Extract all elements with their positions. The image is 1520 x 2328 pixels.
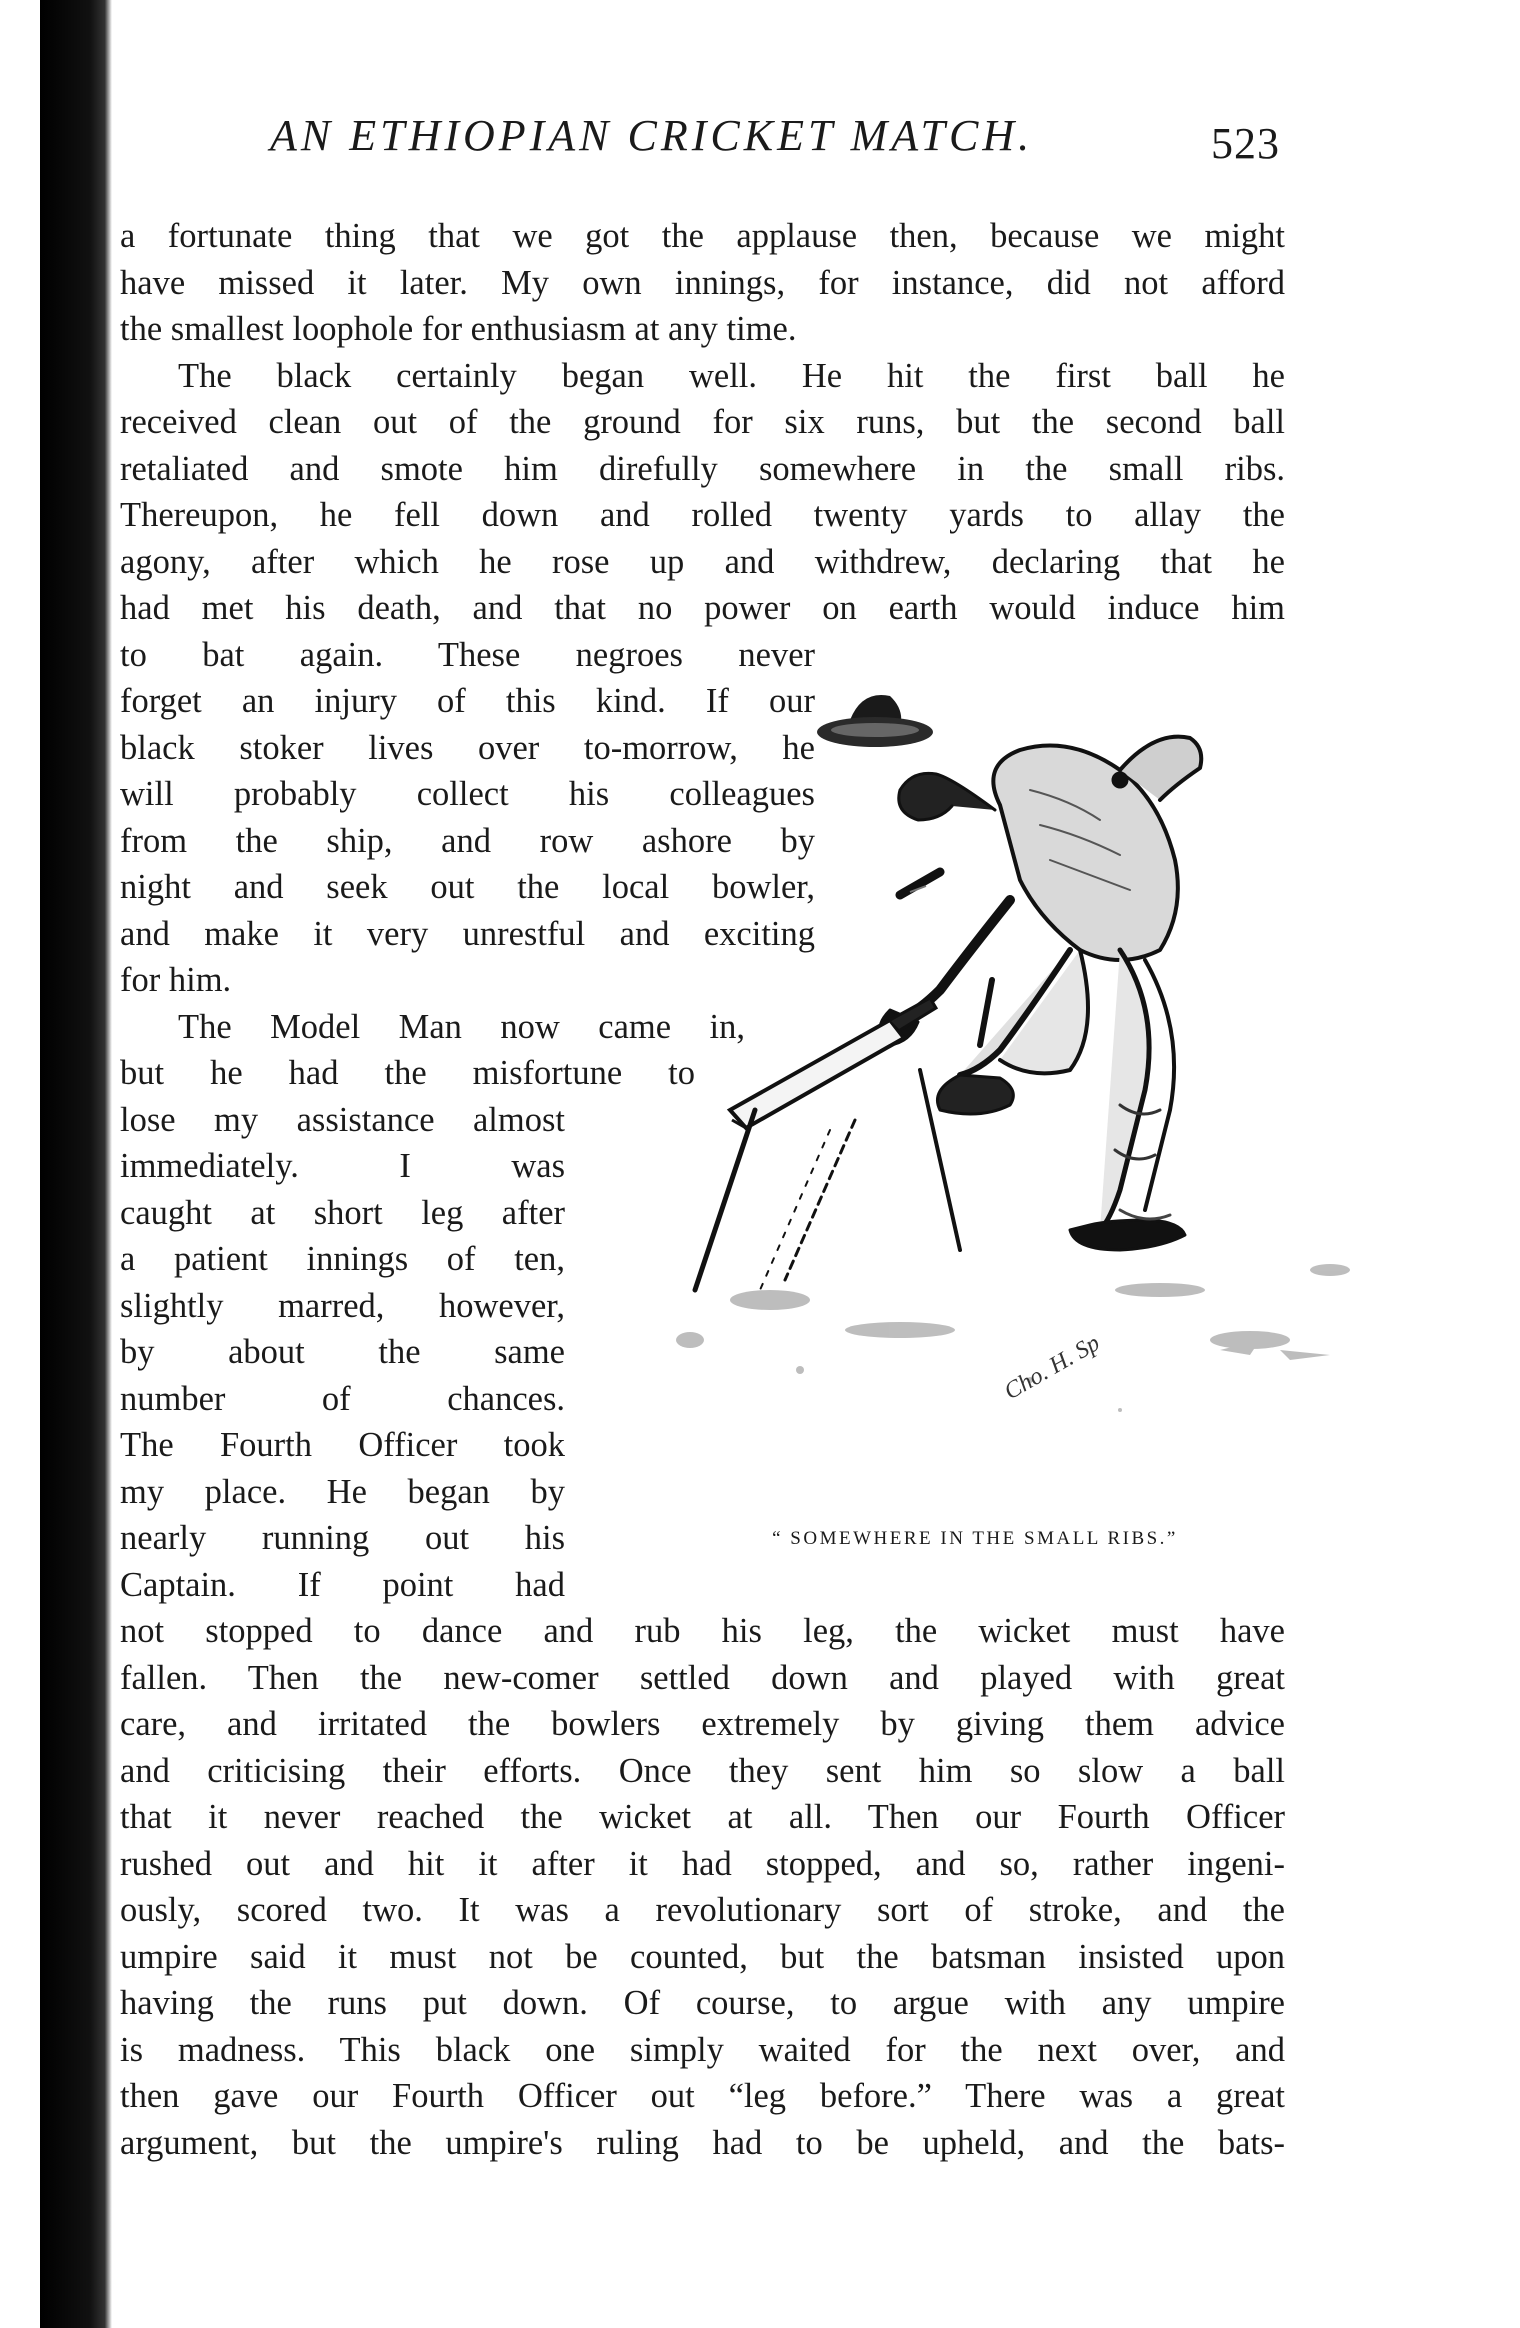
cricket-illustration <box>600 650 1390 1510</box>
text-line: but he had the misfortune to <box>120 1054 695 1092</box>
text-line: caught at short leg after <box>120 1193 565 1232</box>
text-line: retaliated and smote him direfully somewhere in the small ribs. <box>120 449 1285 488</box>
illustration-caption: “ SOMEWHERE IN THE SMALL RIBS.” <box>772 1528 1178 1549</box>
text-line: a patient innings of ten, <box>120 1240 565 1278</box>
text-line: care, and irritated the bowlers extremely by giving them advice <box>120 1705 1285 1743</box>
text-line: argument, but the umpire's ruling had to be upheld, and the bats- <box>120 2123 1285 2162</box>
text-line: by about the same <box>120 1333 565 1371</box>
text-line: not stopped to dance and rub his leg, the wicket must have <box>120 1612 1285 1650</box>
text-line: have missed it later. My own innings, for instance, did not afford <box>120 263 1285 302</box>
text-line: The Model Man now came in, <box>178 1007 745 1046</box>
cricket-ball-icon <box>900 872 940 895</box>
text-line: agony, after which he rose up and withdrew, declaring that he <box>120 542 1285 581</box>
text-line: ously, scored two. It was a revolutionary sort of stroke, and the <box>120 1891 1285 1929</box>
text-line: night and seek out the local bowler, <box>120 868 815 906</box>
stumps-icon <box>695 1070 960 1290</box>
text-line: will probably collect his colleagues <box>120 775 815 813</box>
text-line: nearly running out his <box>120 1519 565 1557</box>
text-line: immediately. I was <box>120 1147 565 1185</box>
text-line: black stoker lives over to-morrow, he <box>120 728 815 767</box>
text-line: that it never reached the wicket at all. Then our Fourth Officer <box>120 1798 1285 1836</box>
text-line: my place. He began by <box>120 1472 565 1511</box>
text-line: The black certainly began well. He hit the first ball he <box>178 356 1285 395</box>
text-line: number of chances. <box>120 1379 565 1418</box>
text-line: received clean out of the ground for six runs, but the second ball <box>120 403 1285 441</box>
text-line: umpire said it must not be counted, but the batsman insisted upon <box>120 1937 1285 1976</box>
flying-hat-icon <box>817 695 933 747</box>
text-line: is madness. This black one simply waited for the next over, and <box>120 2030 1285 2069</box>
text-line: a fortunate thing that we got the applause then, because we might <box>120 217 1285 255</box>
signature-text: Cho. H. Sp <box>1000 1330 1105 1406</box>
page-header <box>270 110 1280 170</box>
text-line: the smallest loophole for enthusiasm at any time. <box>120 310 797 348</box>
text-line: to bat again. These negroes never <box>120 635 815 674</box>
text-line: and criticising their efforts. Once they sent him so slow a ball <box>120 1751 1285 1790</box>
text-line: from the ship, and row ashore by <box>120 821 815 860</box>
binding-shadow <box>40 0 112 2328</box>
text-line: then gave our Fourth Officer out “leg before.” There was a great <box>120 2077 1285 2115</box>
text-line: had met his death, and that no power on earth would induce him <box>120 589 1285 627</box>
text-line: for him. <box>120 961 232 999</box>
text-line: Thereupon, he fell down and rolled twenty yards to allay the <box>120 496 1285 534</box>
cricket-bat-icon <box>730 998 936 1128</box>
batsman-figure <box>880 737 1201 1250</box>
page-number: 523 <box>1211 119 1280 168</box>
text-line: lose my assistance almost <box>120 1100 565 1139</box>
text-line: and make it very unrestful and exciting <box>120 914 815 953</box>
artist-signature <box>1000 1330 1104 1405</box>
running-title: AN ETHIOPIAN CRICKET MATCH. <box>270 111 1034 160</box>
text-line: fallen. Then the new-comer settled down and played with great <box>120 1658 1285 1697</box>
text-line: rushed out and hit it after it had stopped, and so, rather ingeni- <box>120 1844 1285 1883</box>
text-line: having the runs put down. Of course, to argue with any umpire <box>120 1984 1285 2022</box>
text-line: slightly marred, however, <box>120 1286 565 1325</box>
text-line: forget an injury of this kind. If our <box>120 682 815 720</box>
text-line: The Fourth Officer took <box>120 1426 565 1464</box>
text-line: Captain. If point had <box>120 1565 565 1604</box>
